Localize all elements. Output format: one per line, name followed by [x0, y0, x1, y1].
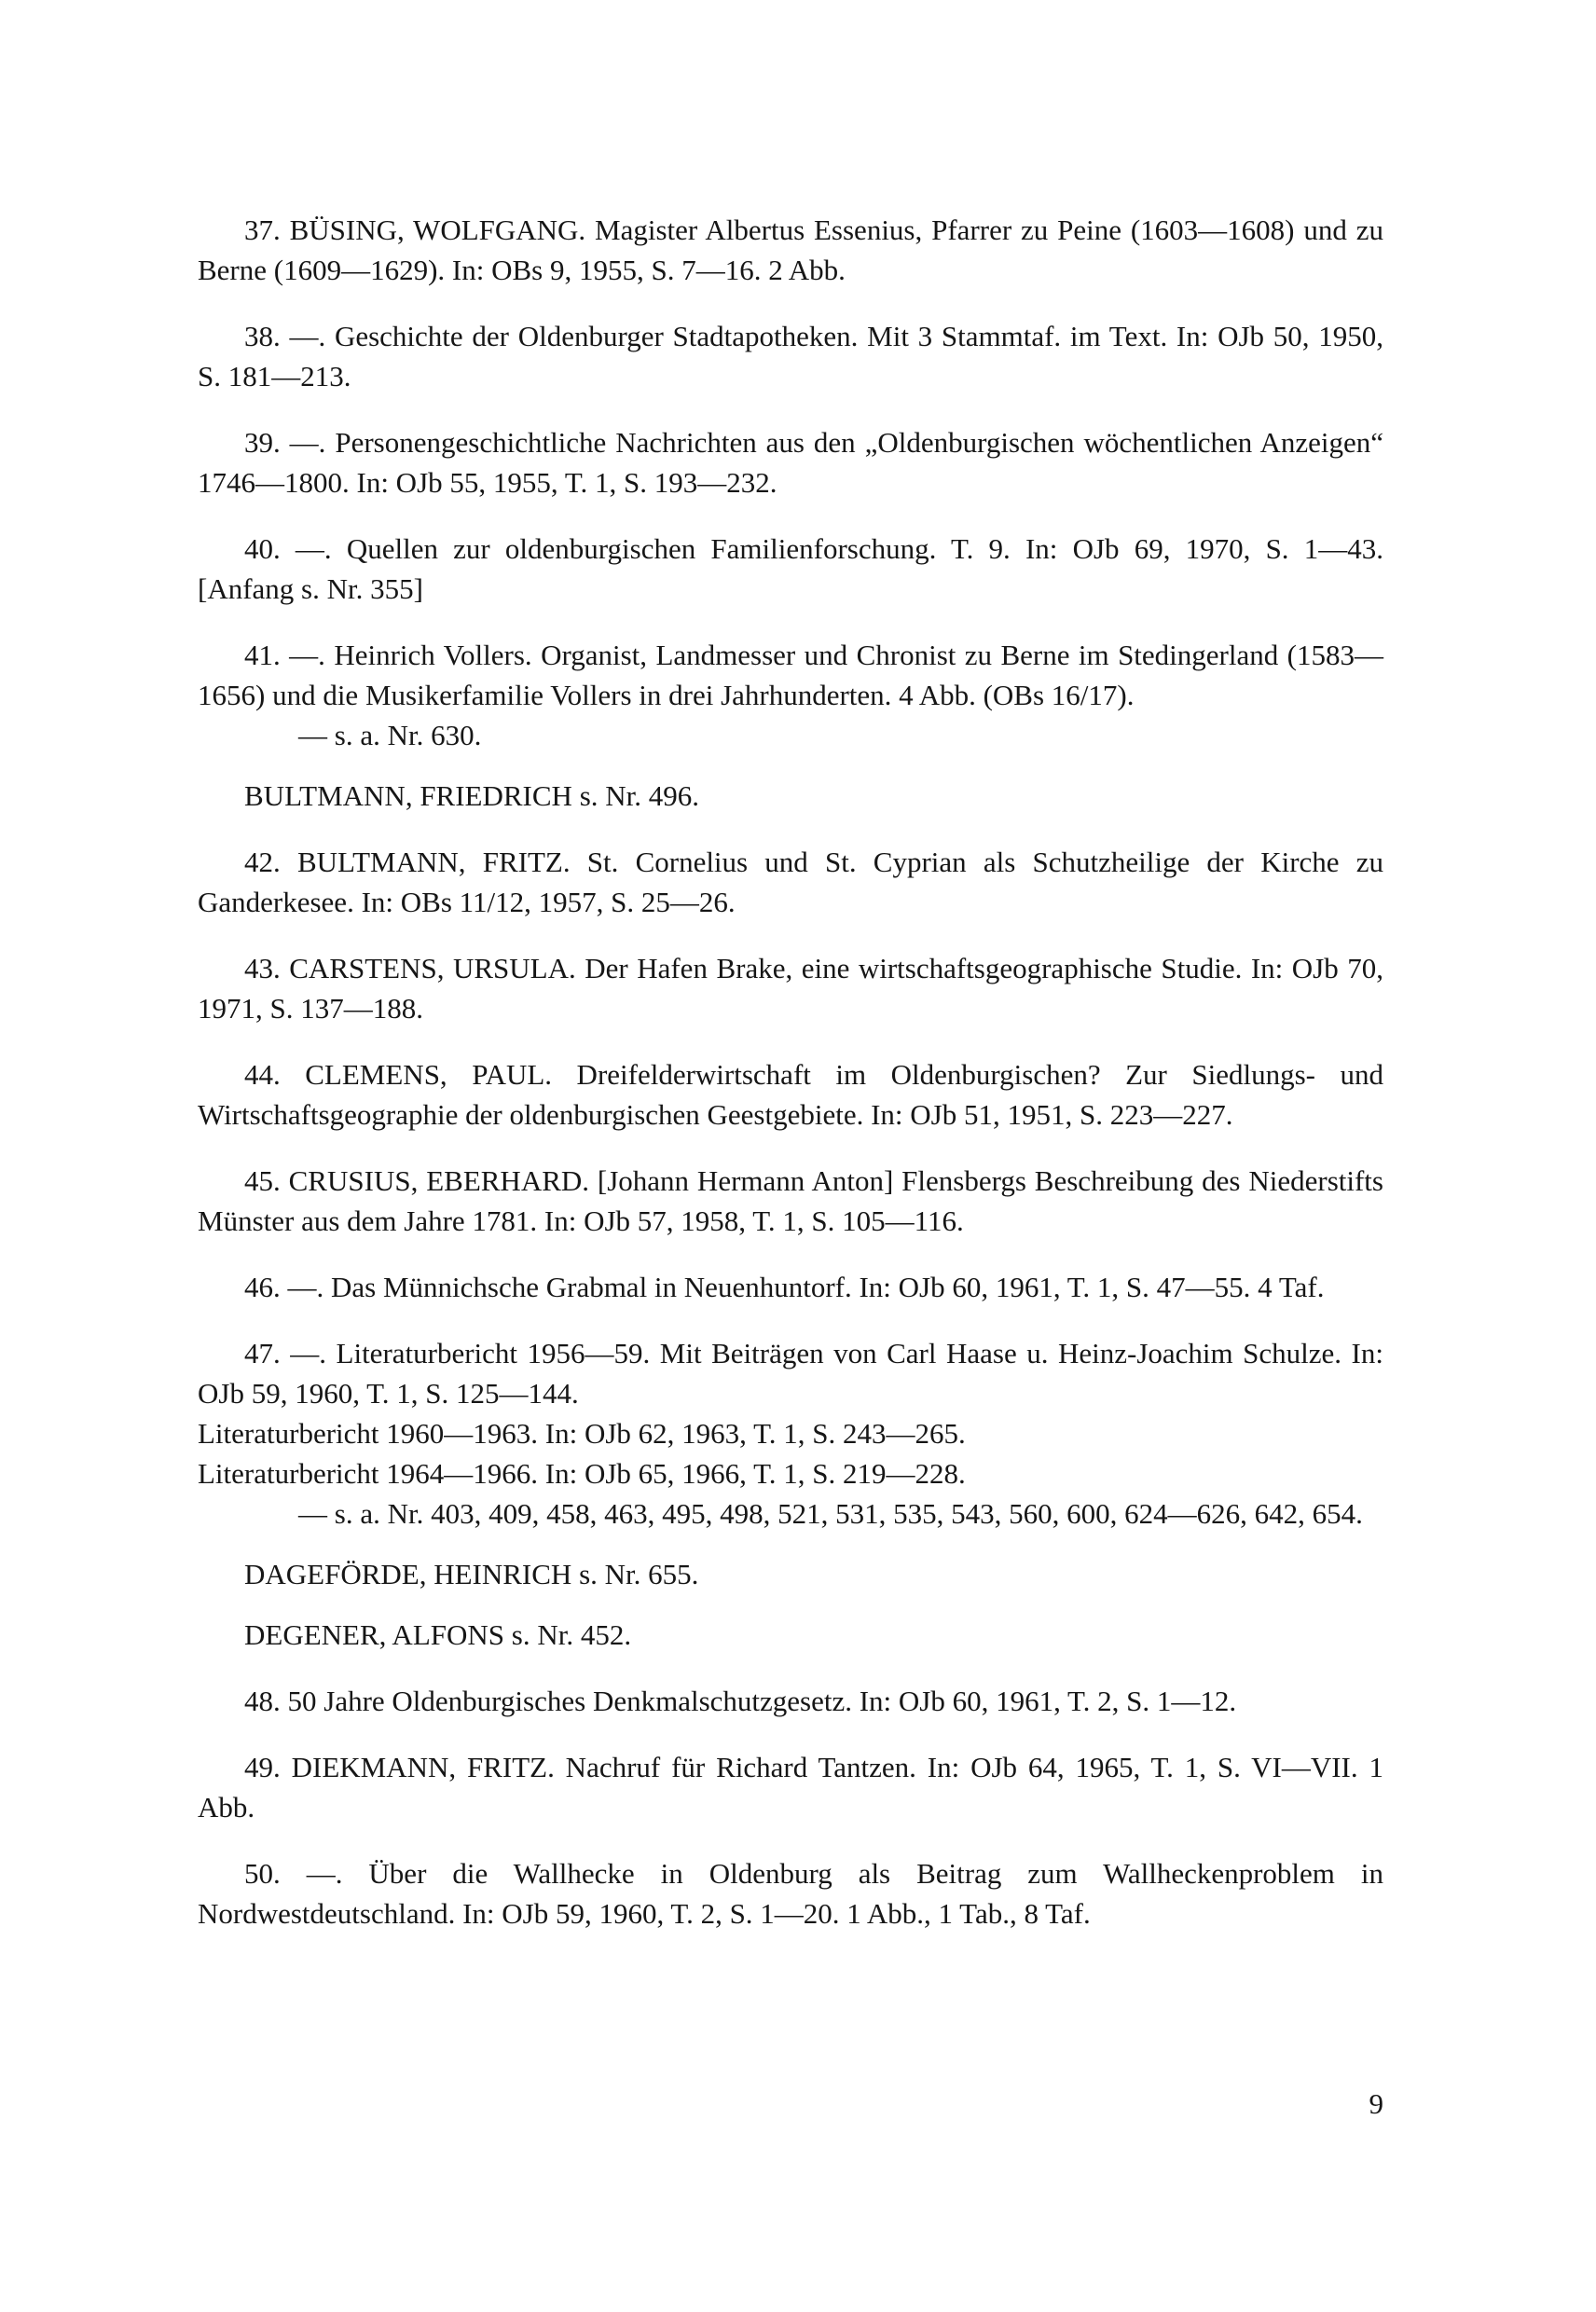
entry-50: 50. —. Über die Wallhecke in Oldenburg als Beitrag zum Wallheckenproblem in Nordwestdeutschland. In: OJb 59, 1960, T. 2, S. 1—20. 1 Abb., 1 Tab., 8 Taf. [198, 1857, 1383, 1930]
entry-41: 41. —. Heinrich Vollers. Organist, Landmesser und Chronist zu Berne im Stedingerland (1583—1656) und die Musikerfamilie Vollers in drei Jahrhunderten. 4 Abb. (OBs 16/17). [198, 639, 1383, 711]
entry-37: 37. BÜSING, WOLFGANG. Magister Albertus Essenius, Pfarrer zu Peine (1603—1608) und zu Berne (1609—1629). In: OBs 9, 1955, S. 7—16. 2 Abb. [198, 213, 1383, 286]
author-cross-reference: DAGEFÖRDE, HEINRICH s. Nr. 655. [244, 1558, 699, 1590]
author-cross-reference: DEGENER, ALFONS s. Nr. 452. [244, 1618, 632, 1651]
cross-reference: — s. a. Nr. 403, 409, 458, 463, 495, 498, 521, 531, 535, 543, 560, 600, 624—626, 642, 654. [298, 1497, 1363, 1530]
entry-38: 38. —. Geschichte der Oldenburger Stadtapotheken. Mit 3 Stammtaf. im Text. In: OJb 50, 1950, S. 181—213. [198, 320, 1383, 392]
entry-49: 49. DIEKMANN, FRITZ. Nachruf für Richard Tantzen. In: OJb 64, 1965, T. 1, S. VI—VII. 1 Abb. [198, 1751, 1383, 1823]
entry-44: 44. CLEMENS, PAUL. Dreifelderwirtschaft im Oldenburgischen? Zur Siedlungs- und Wirtschaftsgeographie der oldenburgischen Geestgebiete. In: OJb 51, 1951, S. 223—227. [198, 1058, 1383, 1131]
entry-46: 46. —. Das Münnichsche Grabmal in Neuenhuntorf. In: OJb 60, 1961, T. 1, S. 47—55. 4 Taf. [244, 1271, 1325, 1303]
entry-40: 40. —. Quellen zur oldenburgischen Familienforschung. T. 9. In: OJb 69, 1970, S. 1—43. [Anfang s. Nr. 355] [198, 532, 1383, 605]
author-cross-reference: BULTMANN, FRIEDRICH s. Nr. 496. [244, 779, 700, 812]
entry-43: 43. CARSTENS, URSULA. Der Hafen Brake, eine wirtschaftsgeographische Studie. In: OJb 70, 1971, S. 137—188. [198, 952, 1383, 1025]
entry-39: 39. —. Personengeschichtliche Nachrichten aus den „Oldenburgischen wöchentlichen Anzeigen“ 1746—1800. In: OJb 55, 1955, T. 1, S. 193—232. [198, 426, 1383, 499]
entry-47-continuation: Literaturbericht 1964—1966. In: OJb 65, 1966, T. 1, S. 219—228. [198, 1457, 966, 1490]
cross-reference: — s. a. Nr. 630. [298, 719, 482, 751]
entry-47: 47. —. Literaturbericht 1956—59. Mit Beiträgen von Carl Haase u. Heinz-Joachim Schulze. In: OJb 59, 1960, T. 1, S. 125—144. [198, 1337, 1383, 1410]
bibliography-column [198, 210, 1383, 1934]
entry-48: 48. 50 Jahre Oldenburgisches Denkmalschutzgesetz. In: OJb 60, 1961, T. 2, S. 1—12. [244, 1685, 1237, 1717]
entry-45: 45. CRUSIUS, EBERHARD. [Johann Hermann Anton] Flensbergs Beschreibung des Niederstifts Münster aus dem Jahre 1781. In: OJb 57, 1958, T. 1, S. 105—116. [198, 1164, 1383, 1237]
entry-47-continuation: Literaturbericht 1960—1963. In: OJb 62, 1963, T. 1, S. 243—265. [198, 1417, 966, 1450]
entry-42: 42. BULTMANN, FRITZ. St. Cornelius und St. Cyprian als Schutzheilige der Kirche zu Ganderkesee. In: OBs 11/12, 1957, S. 25—26. [198, 846, 1383, 918]
page-number: 9 [1369, 2087, 1383, 2120]
